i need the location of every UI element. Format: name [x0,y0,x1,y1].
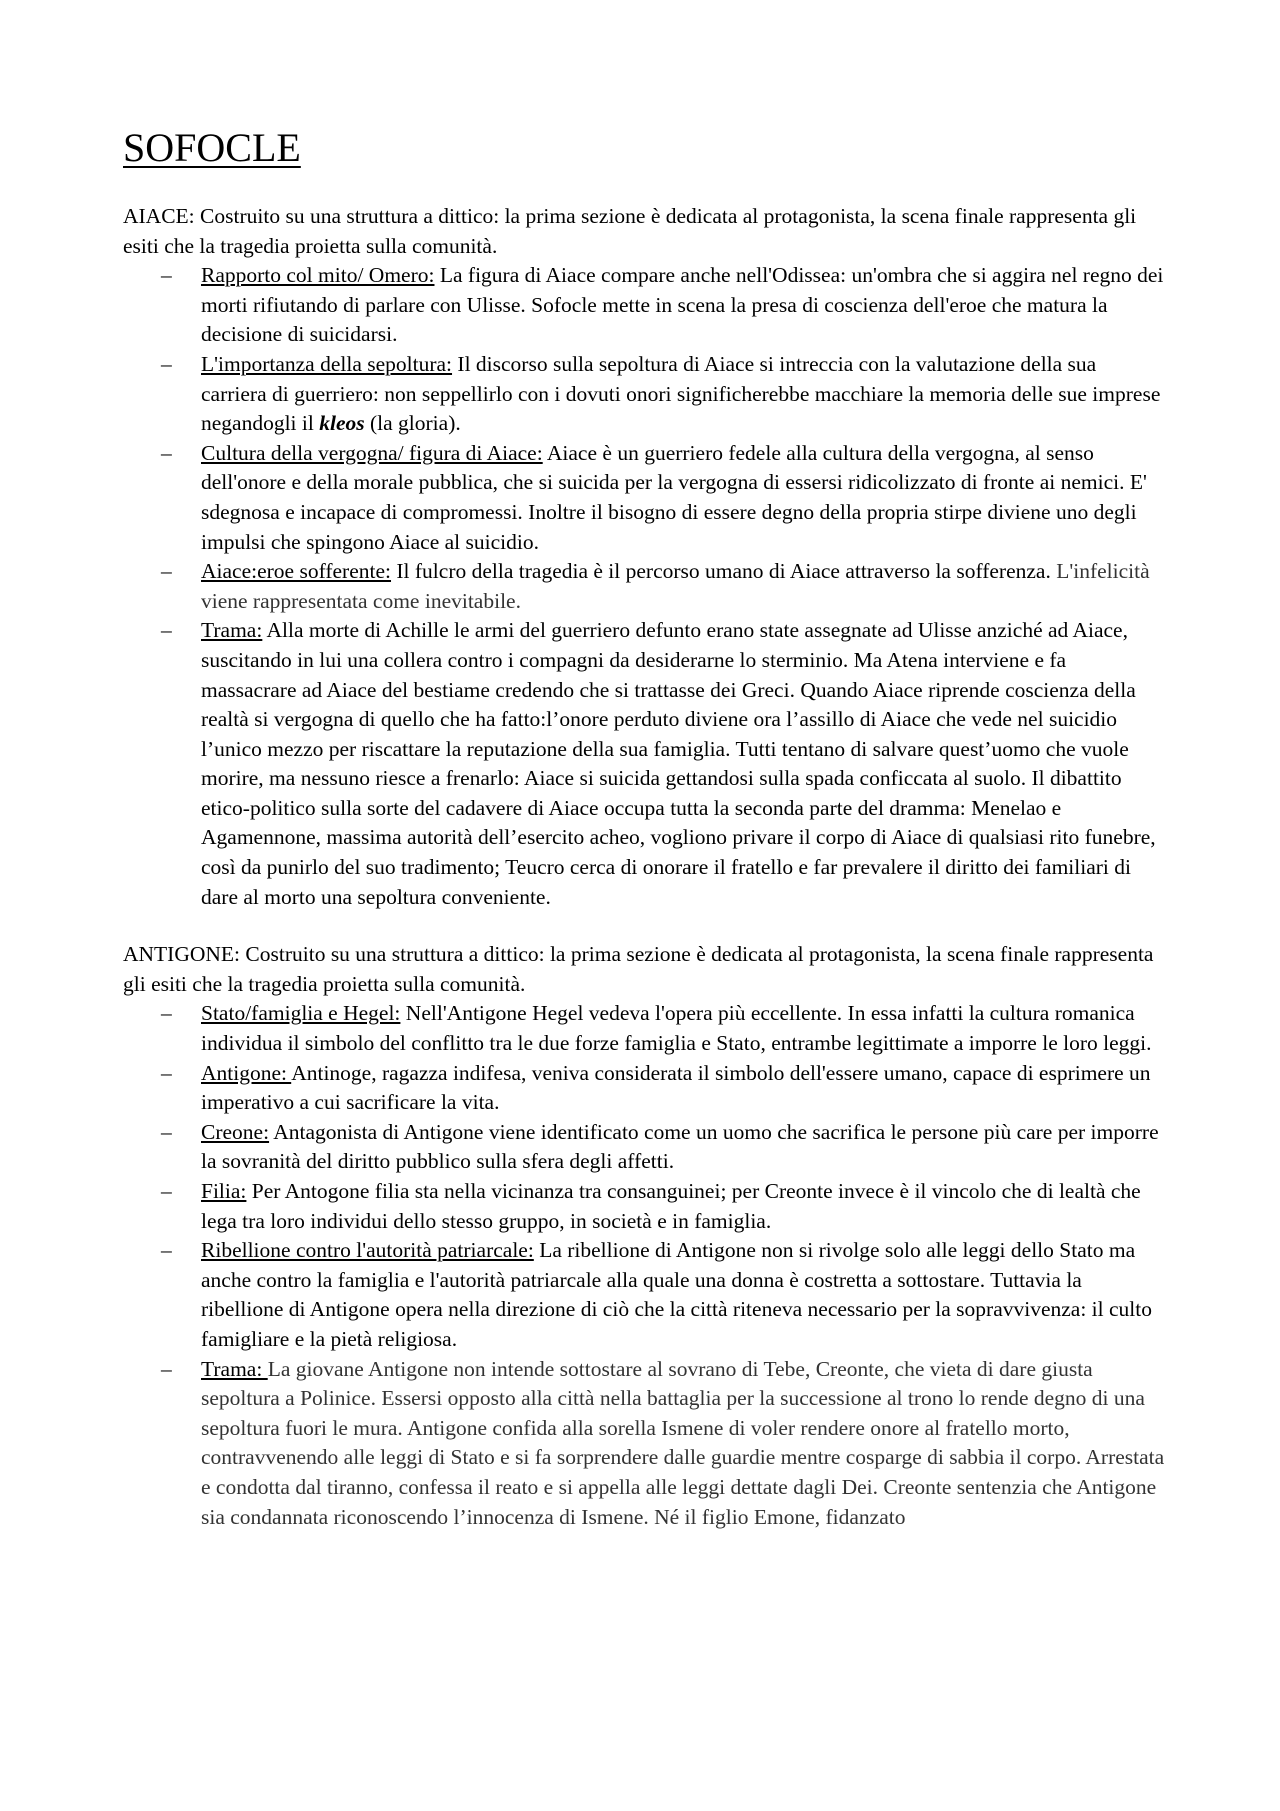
item-text: Antagonista di Antigone viene identificato come un uomo che sacrifica le persone più care per imporre la sovranità del diritto pubblico sulla sfera degli affetti. [201,1119,1159,1174]
section-intro: AIACE: Costruito su una struttura a dittico: la prima sezione è dedicata al protagonista, la scena finale rappresenta gli esiti che la tragedia proietta sulla comunità. [123,204,1137,258]
item-heading: Stato/famiglia e Hegel: [201,1001,401,1026]
list-item [123,557,1165,616]
dash-bullet-icon: – [161,559,172,584]
item-heading: Cultura della vergogna/ figura di Aiace: [201,440,543,465]
dash-bullet-icon: – [161,1356,172,1381]
dash-bullet-icon: – [161,1179,172,1203]
dash-bullet-icon: – [161,618,172,643]
list-item [123,616,1165,912]
item-text-grey: La giovane Antigone non intende sottostare al sovrano di Tebe, Creonte, che vieta di dare giusta sepoltura a Polinice. Essersi opposto alla città nella battaglia per la successione al trono lo rende degno di una sepoltura fuori le mura. Antigone confida alla sorella Ismene di voler rendere onore al fratello morto, contravvenendo alle leggi di Stato e si fa sorprendere dalle guardie mentre cosparge di sabbia il corpo. Arrestata e condotta dal tiranno, confessa il reato e si appella alle leggi dettate dagli Dei. Creonte sentenzia che Antigone sia condannata riconoscendo l’innocenza di Ismene. Né il figlio Emone, fidanzato [201,1356,1165,1529]
list-item [123,1236,1165,1354]
item-heading: Rapporto col mito/ Omero: [201,263,435,288]
dash-bullet-icon: – [161,440,172,465]
item-text: Alla morte di Achille le armi del guerriero defunto erano state assegnate ad Ulisse anziché ad Aiace, suscitando in lui una collera contro i compagni da desiderarne lo sterminio. Ma Atena interviene e fa massacrare ad Aiace del bestiame credendo che si trattasse dei Greci. Quando Aiace riprende coscienza della realtà si vergogna di quello che ha fatto:l’onore perduto diviene ora l’assillo di Aiace che vede nel suicidio l’unico mezzo per riscattare la reputazione della sua famiglia. Tutti tentano di salvare quest’uomo che vuole morire, ma nessuno riesce a frenarlo: Aiace si suicida gettandosi sulla spada conficcata al suolo. Il dibattito etico-politico sulla sorte del cadavere di Aiace occupa tutta la seconda parte del dramma: Menelao e Agamennone, massima autorità dell’esercito acheo, vogliono privare il corpo di Aiace di qualsiasi rito funebre, così da punirlo del suo tradimento; Teucro cerca di onorare il fratello e far prevalere il diritto dei familiari di dare al morto una sepoltura conveniente. [201,618,1156,909]
list-item [123,1355,1165,1533]
list-item [123,999,1165,1058]
list-item [123,350,1165,439]
item-text: Nell'Antigone Hegel vedeva l'opera più eccellente. In essa infatti la cultura romanica individua il simbolo del conflitto tra le due forze famiglia e Stato, entrambe legittimate a imporre le loro leggi. [201,1001,1152,1056]
document-page [123,124,1165,1560]
dash-bullet-icon: – [161,1119,172,1144]
list-item [123,1118,1165,1177]
item-text-grey: L'infelicità viene rappresentata come inevitabile. [201,559,1150,613]
dash-bullet-icon: – [161,263,172,288]
item-text: La ribellione di Antigone non si rivolge solo alle leggi dello Stato ma anche contro la famiglia e l'autorità patriarcale alla quale una donna è costretta a sottostare. Tuttavia la ribellione di Antigone opera nella direzione di ciò che la città riteneva necessario per la sopravvivenza: il culto famigliare e la pietà religiosa. [201,1238,1152,1351]
item-text: La figura di Aiace compare anche nell'Odissea: un'ombra che si aggira nel regno dei morti rifiutando di parlare con Ulisse. Sofocle mette in scena la presa di coscienza dell'eroe che matura la decisione di suicidarsi. [201,263,1164,347]
item-heading: Trama: [201,1356,268,1381]
item-heading: Aiace:eroe sofferente: [201,559,392,584]
list-item [123,1177,1165,1236]
item-text: Per Antogone filia sta nella vicinanza tra consanguinei; per Creonte invece è il vincolo che di lealtà che lega tra loro individui dello stesso gruppo, in società e in famiglia. [201,1179,1141,1233]
list-item [123,261,1165,350]
section-intro: ANTIGONE: Costruito su una struttura a dittico: la prima sezione è dedicata al protagonista, la scena finale rappresenta gli esiti che la tragedia proietta sulla comunità. [123,942,1154,996]
item-heading: L'importanza della sepoltura: [201,351,453,376]
item-heading: Filia: [201,1179,247,1203]
item-text-tail: (la gloria). [364,411,461,436]
item-heading: Ribellione contro l'autorità patriarcale: [201,1238,534,1263]
list-item [123,439,1165,557]
list-item [123,1059,1165,1118]
item-text: Il fulcro della tragedia è il percorso umano di Aiace attraverso la sofferenza. [391,559,1057,584]
section-antigone [123,940,1165,1532]
bullet-list [123,261,1165,912]
item-text: Il discorso sulla sepoltura di Aiace si intreccia con la valutazione della sua carriera di guerriero: non seppellirlo con i dovuti onori significherebbe macchiare la memoria delle sue imprese negandogli il [201,351,1161,436]
bullet-list [123,999,1165,1532]
dash-bullet-icon: – [161,351,172,376]
item-heading: Creone: [201,1119,270,1144]
item-text: Aiace è un guerriero fedele alla cultura della vergogna, al senso dell'onore e della morale pubblica, che si suicida per la vergogna di essersi ridicolizzato di fronte ai nemici. E' sdegnosa e incapace di compromessi. Inoltre il bisogno di essere degno della propria stirpe diviene uno degli impulsi che spingono Aiace al suicidio. [201,440,1147,554]
dash-bullet-icon: – [161,1060,172,1085]
item-heading: Antigone: [201,1060,292,1085]
item-text: Antinoge, ragazza indifesa, veniva considerata il simbolo dell'essere umano, capace di esprimere un imperativo a cui sacrificare la vita. [201,1060,1151,1115]
item-keyword: kleos [319,411,365,436]
item-heading: Trama: [201,618,263,643]
page-title: SOFOCLE [123,125,301,170]
dash-bullet-icon: – [161,1001,172,1026]
section-aiace [123,202,1165,912]
dash-bullet-icon: – [161,1238,172,1263]
